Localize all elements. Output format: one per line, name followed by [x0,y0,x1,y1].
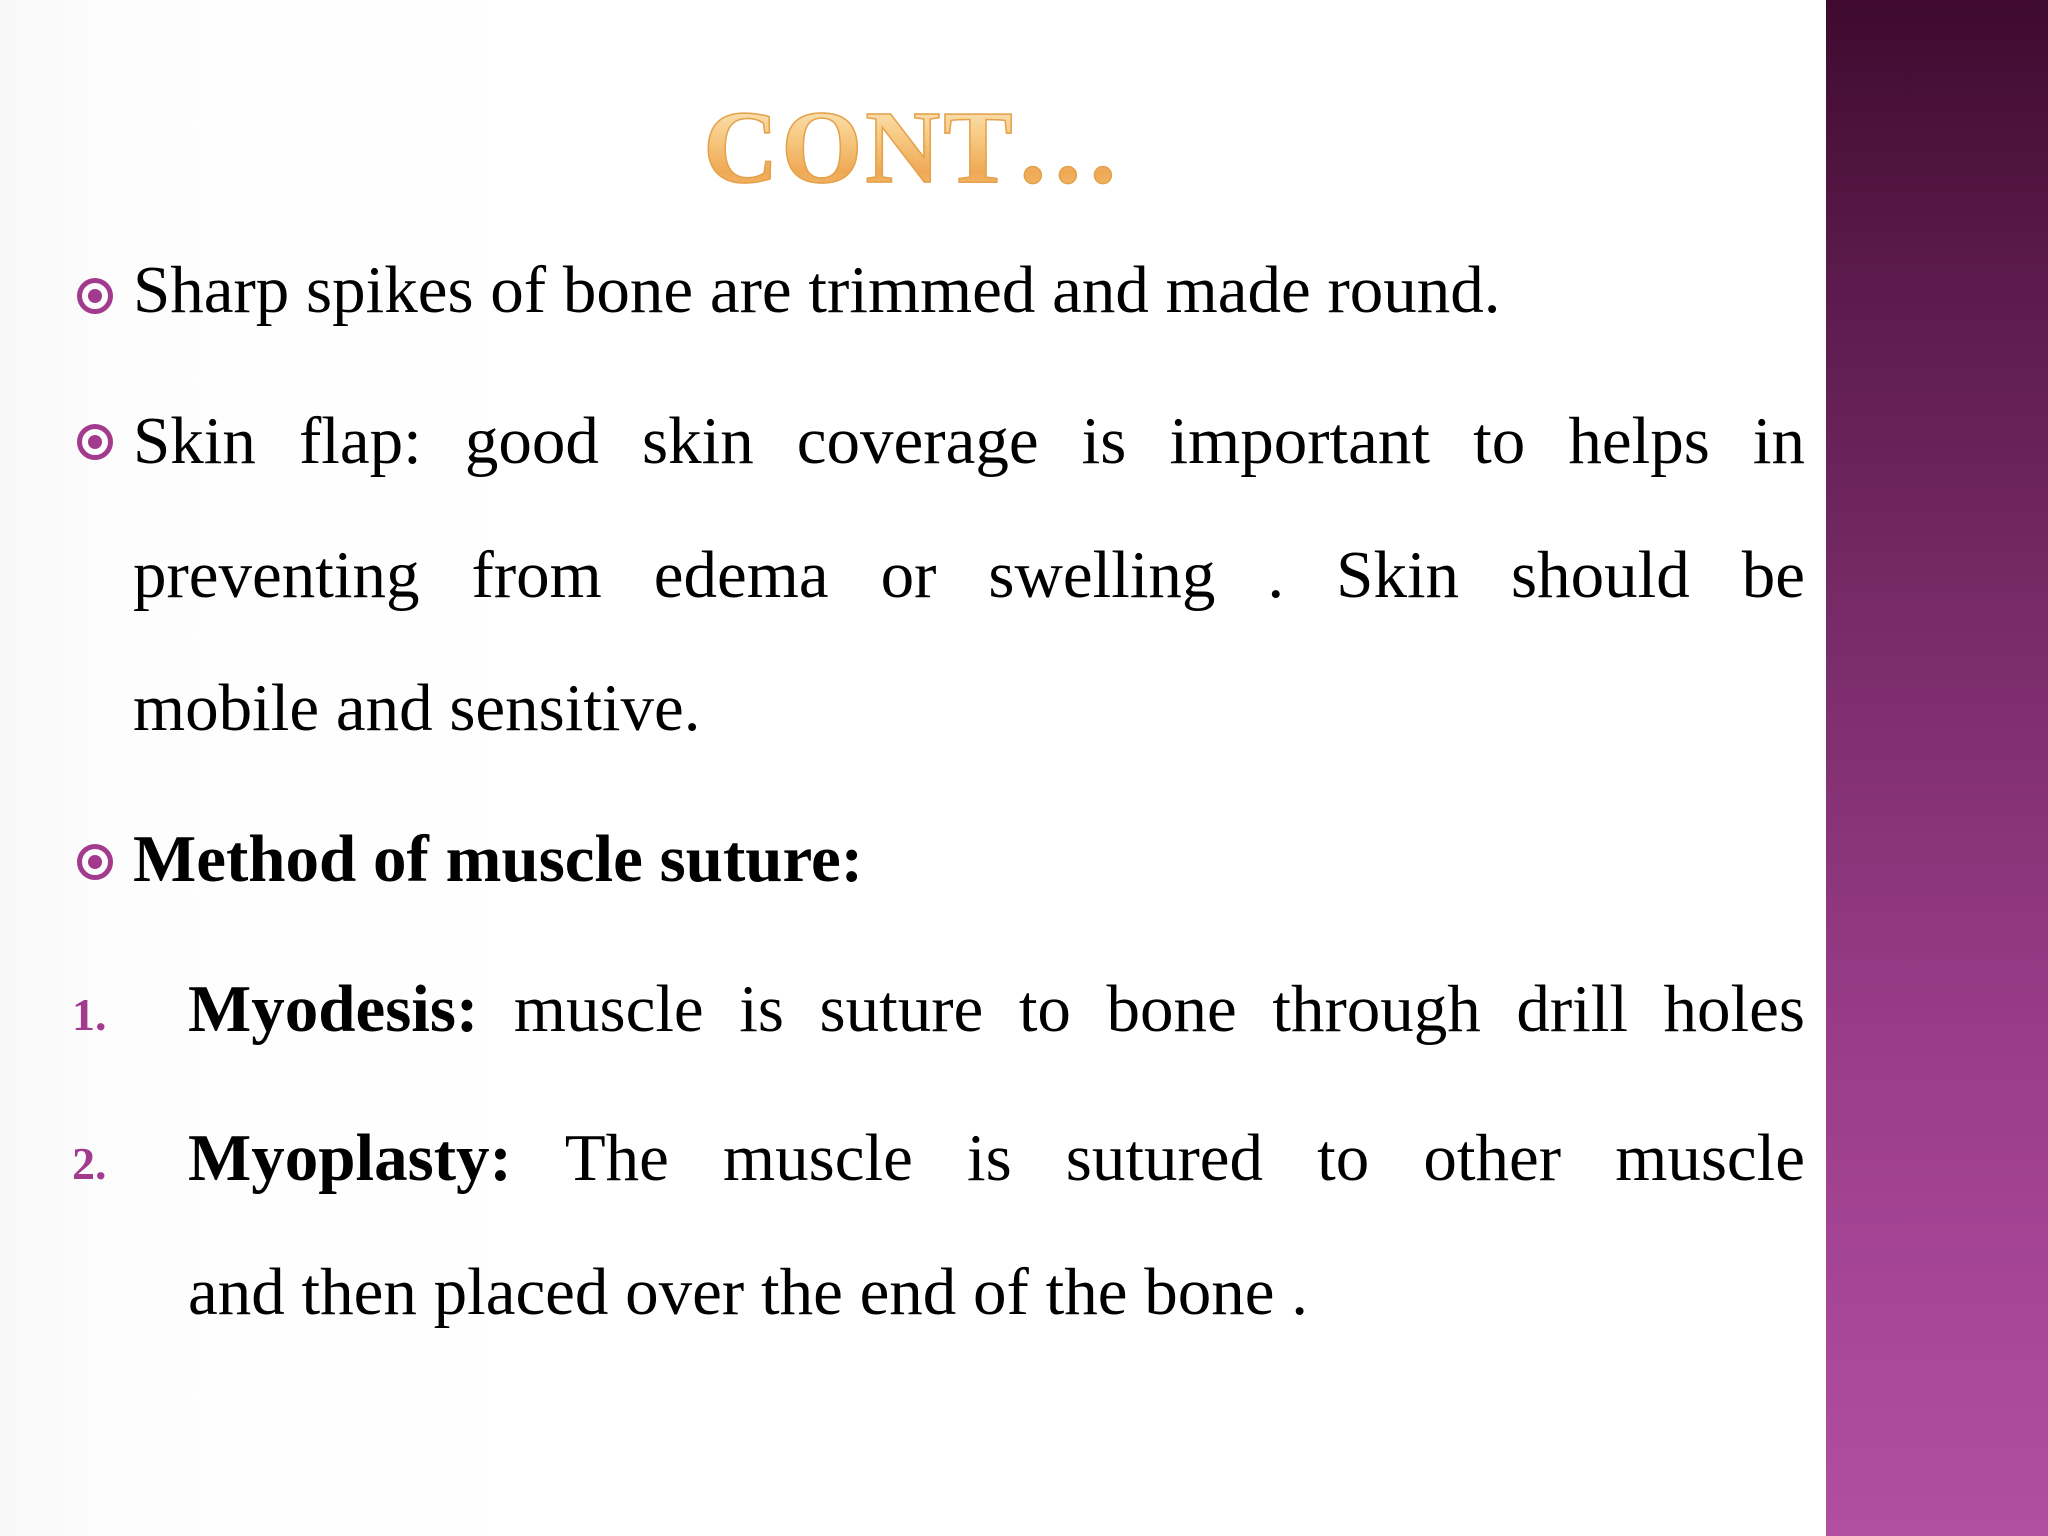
purple-side-bar [1826,0,2048,1536]
numbered-item-1 [188,969,1805,1049]
myodesis-text: muscle is suture to bone through drill holes [478,972,1805,1046]
myodesis-term: Myodesis: [188,972,479,1046]
circled-dot-bullet-icon [77,844,113,880]
bullet-2-line-2: preventing from edema or swelling . Skin should be [133,538,1805,612]
bullet-1-line-1: Sharp spikes of bone are trimmed and made round. [133,253,1501,327]
circled-dot-bullet-icon [77,278,113,314]
myoplasty-term: Myoplasty: [188,1121,512,1195]
slide-title: CONT… [0,88,1826,208]
bullet-2-line-3: mobile and sensitive. [133,671,701,745]
list-number-2: 2. [72,1138,107,1189]
circled-dot-bullet-icon [77,424,113,460]
method-heading: Method of muscle suture: [133,822,864,896]
bullet-3-heading [133,819,1805,899]
numbered-item-2 [188,1118,1805,1198]
myoplasty-text: The muscle is sutured to other muscle [511,1121,1805,1195]
numbered-item-2-continuation: and then placed over the end of the bone . [188,1255,1308,1329]
list-number-1: 1. [72,989,107,1040]
bullet-2-line-1: Skin flap: good skin coverage is important to helps in [133,404,1805,478]
